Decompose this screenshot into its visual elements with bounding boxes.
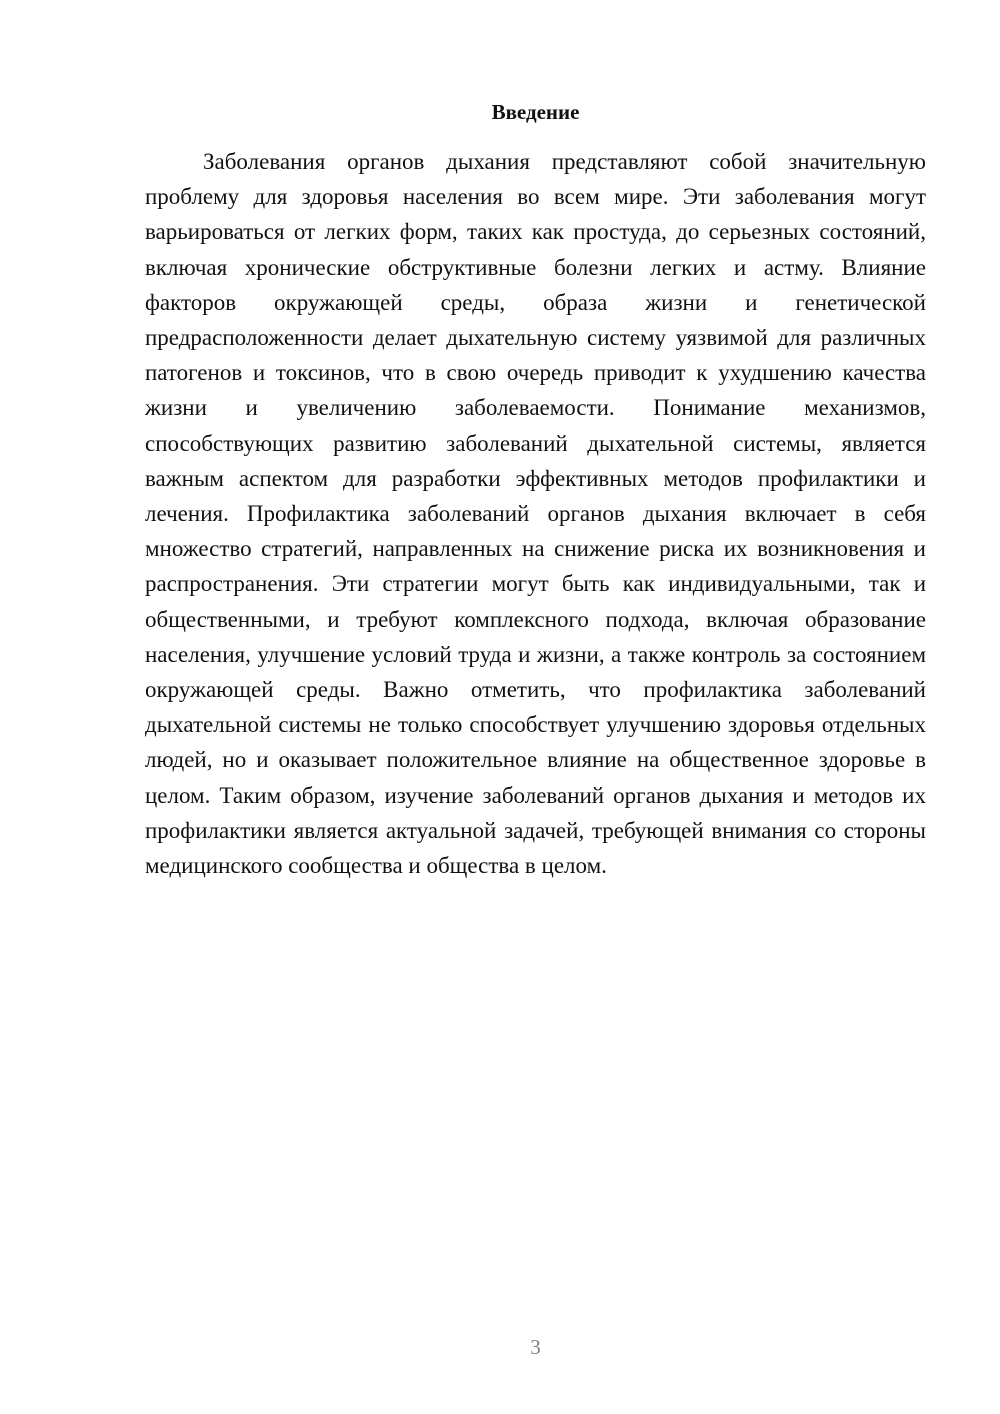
body-paragraph: Заболевания органов дыхания представляют собой значительную проблему для здоровья населения во всем мире. Эти заболевания могут варьироваться от легких форм, таких как простуда, до серьезных состояний, включая хронические обструктивные болезни легких и астму. Влияние факторов окружающей среды, образа жизни и генетической предрасположенности делает дыхательную систему уязвимой для различных патогенов и токсинов, что в свою очередь приводит к ухудшению качества жизни и увеличению заболеваемости. Понимание механизмов, способствующих развитию заболеваний дыхательной системы, является важным аспектом для разработки эффективных методов профилактики и лечения. Профилактика заболеваний органов дыхания включает в себя множество стратегий, направленных на снижение риска их возникновения и распространения. Эти стратегии могут быть как индивидуальными, так и общественными, и требуют комплексного подхода, включая образование населения, улучшение условий труда и жизни, а также контроль за состоянием окружающей среды. Важно отметить, что профилактика заболеваний дыхательной системы не только способствует улучшению здоровья отдельных людей, но и оказывает положительное влияние на общественное здоровье в целом. Таким образом, изучение заболеваний органов дыхания и методов их профилактики является актуальной задачей, требующей внимания со стороны медицинского сообщества и общества в целом. bbox=[145, 149, 926, 879]
page-number: 3 bbox=[530, 1335, 541, 1359]
section-heading: Введение bbox=[491, 100, 580, 124]
